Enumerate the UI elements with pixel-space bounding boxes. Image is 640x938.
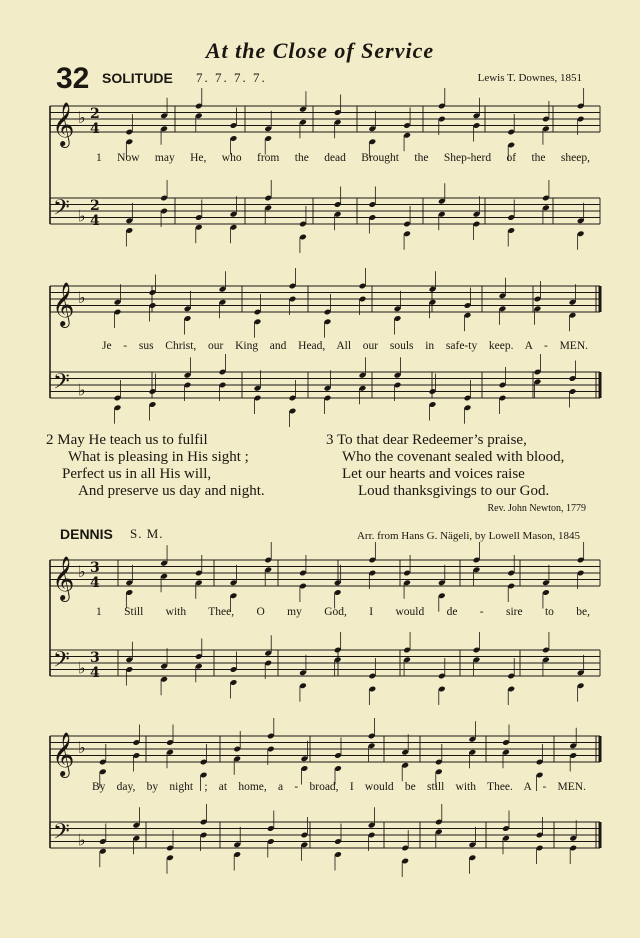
time-signature-top: 2 <box>90 106 100 122</box>
bass-clef-icon: 𝄢 <box>53 647 70 678</box>
time-signature-bottom: 4 <box>90 665 100 681</box>
page-title: At the Close of Service <box>205 38 435 63</box>
lyric-line-dennis-1: 1 Still with Thee, O my God, I would de - sire to be, <box>96 606 590 618</box>
flat-sign-icon: ♭ <box>78 830 86 850</box>
time-signature-bottom: 4 <box>90 121 100 137</box>
verse-3-line-1: 3 To that dear Redeemer’s praise, <box>326 432 527 448</box>
lyric-line-solitude-2: Je - sus Christ, our King and Head, All our souls in safe-ty keep. A - MEN. <box>102 340 588 352</box>
tune-name-dennis: DENNIS <box>60 526 113 542</box>
time-signature-top: 2 <box>90 198 100 214</box>
treble-clef-icon: 𝄞 <box>52 102 75 146</box>
flat-sign-icon: ♭ <box>78 738 86 757</box>
treble-clef-icon: 𝄞 <box>52 732 75 776</box>
bass-clef-icon: 𝄢 <box>53 819 70 850</box>
time-signature-top: 3 <box>90 560 100 576</box>
verse-2-line-2: What is pleasing in His sight ; <box>68 449 249 465</box>
flat-sign-icon: ♭ <box>78 108 86 127</box>
verse-3-line-2: Who the covenant sealed with blood, <box>342 449 565 465</box>
verse-2 <box>46 432 265 500</box>
verse-3-line-3: Let our hearts and voices raise <box>342 466 525 482</box>
time-signature-top: 3 <box>90 650 100 666</box>
composer-credit-solitude: Lewis T. Downes, 1851 <box>477 72 582 84</box>
flat-sign-icon: ♭ <box>78 562 86 581</box>
flat-sign-icon: ♭ <box>78 380 86 400</box>
hymn-number: 32 <box>56 62 90 95</box>
author-credit: Rev. John Newton, 1779 <box>487 503 586 514</box>
tune-name-solitude: SOLITUDE <box>102 70 173 86</box>
composer-credit-dennis: Arr. from Hans G. Nägeli, by Lowell Mason, 1845 <box>356 530 580 542</box>
treble-clef-icon: 𝄞 <box>52 556 75 600</box>
time-signature-bottom: 4 <box>90 213 100 229</box>
verse-2-line-3: Perfect us in all His will, <box>62 466 212 482</box>
flat-sign-icon: ♭ <box>78 288 86 307</box>
lyric-line-solitude-1: 1 Now may He, who from the dead Brought the Shep-herd of the sheep, <box>96 152 590 164</box>
flat-sign-icon: ♭ <box>78 658 86 678</box>
verse-2-line-1: 2 May He teach us to fulfil <box>46 432 208 448</box>
flat-sign-icon: ♭ <box>78 206 86 226</box>
tune-meter-solitude: 7. 7. 7. 7. <box>196 70 267 85</box>
bass-clef-icon: 𝄢 <box>53 369 70 400</box>
verse-2-line-4: And preserve us day and night. <box>78 483 265 499</box>
verse-3-line-4: Loud thanksgivings to our God. <box>358 483 550 499</box>
treble-clef-icon: 𝄞 <box>52 282 75 326</box>
verse-3 <box>326 432 564 500</box>
lyric-line-dennis-2: By day, by night ; at home, a - broad, I would be still with Thee. A - MEN. <box>92 781 586 793</box>
time-signature-bottom: 4 <box>90 575 100 591</box>
tune-meter-dennis: S. M. <box>130 526 164 541</box>
bass-clef-icon: 𝄢 <box>53 195 70 226</box>
